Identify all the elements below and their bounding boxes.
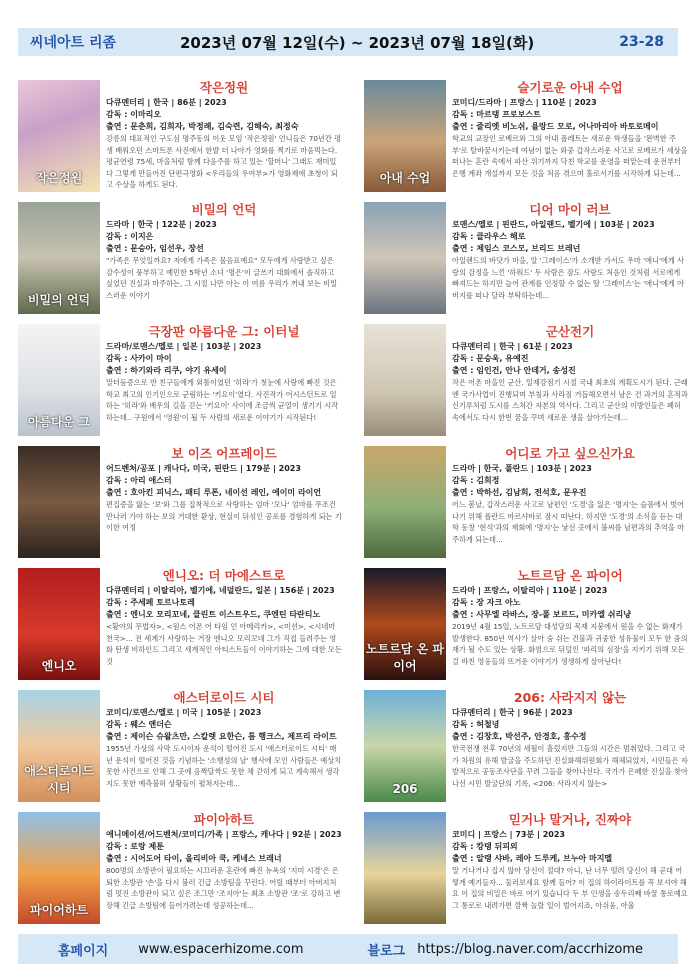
movie-director: 감독 : 장 자크 아노	[452, 598, 521, 607]
movie-entry	[364, 80, 688, 198]
movie-director: 감독 : 허철녕	[452, 720, 500, 729]
movie-info	[452, 812, 688, 911]
movie-synopsis: 편집증을 앓는 '보'와 그를 집착적으로 사랑하는 엄마 '모나' 엄마를 무조건 만나러 가야 하는 보의 거대한 환상, 현실이 뒤섞인 공포를 경험하게 되는 기이한 여정	[106, 500, 342, 532]
movie-meta: 다큐멘터리 | 이탈리아, 벨기에, 네덜란드, 일본 | 156분 | 2023	[106, 586, 335, 595]
movie-director: 감독 : 캉탱 뒤피외	[452, 842, 518, 851]
movie-synopsis: "가족은 무엇일까요? 저에게 가족은 물음표예요" 모두에게 사랑받고 싶은 감수성이 풍부하고 예민한 5학년 소녀 '명은'이 글쓰기 대회에서 솔직하고 싶었던 진실과 마주하는, 그 시절 나만 아는 이 여름 우리가 꺼내 보는 비밀스러운 이야기	[106, 256, 338, 300]
movie-meta: 애니메이션/어드벤처/코미디/가족 | 프랑스, 캐나다 | 92분 | 2023	[106, 830, 342, 839]
movie-director: 감독 : 문승욱, 유예진	[452, 354, 529, 363]
movie-info	[452, 568, 688, 667]
brand-name: 씨네아트 리좀	[30, 35, 117, 51]
movie-cast: 출연 : 엔니오 모리꼬네, 클린트 이스트우드, 쿠엔틴 타란티노	[106, 610, 321, 619]
movie-cast: 출연 : 줄리엣 비노쉬, 욜랑드 모로, 어나마리아 바토로메이	[452, 122, 659, 131]
movie-entry	[18, 446, 342, 564]
movie-title: 믿거나 말거나, 진짜야	[508, 812, 632, 827]
poster-title: 아름다운 그	[27, 415, 91, 429]
movie-entry	[364, 446, 688, 564]
movie-cast: 출연 : 하기와라 리쿠, 야기 유세이	[106, 366, 227, 375]
movie-poster	[18, 812, 100, 924]
movie-entry	[18, 80, 342, 198]
movie-title: 군산전기	[545, 324, 595, 339]
movie-info	[106, 80, 342, 189]
movie-entry	[18, 568, 342, 686]
poster-title: 작은정원	[35, 171, 83, 185]
header-bar	[18, 28, 678, 56]
movie-entry	[18, 324, 342, 442]
movie-synopsis: 아일랜드의 바닷가 마을, 알 '그레이스'가 소개받 가서도 우마 '애니'에게 사랑의 감정을 느낀 '하워드' 두 사람은 잠도 사랑도 처음인 것처럼 서로에게 빠져드는 하지만 늘어 관계를 인정할 수 없는 딸 '그레이스'는 '애니'에게 아버지를 떠나 달라 부탁하는데...	[452, 256, 685, 300]
movie-synopsis: <황야의 무법자>, <원스 어폰 어 타임 인 아메리카>, <미션>, <시네마 천국>... 전 세계가 사랑하는 거장 엔니오 모리꼬네 그가 직접 들려주는 영화 탄생 비하인드 그리고 세계적인 아티스트들이 이야기하는 그에 대한 모든 것	[106, 622, 342, 666]
movie-title: 디어 마이 러브	[529, 202, 611, 217]
movie-info	[452, 202, 688, 301]
issue-number: 23-28	[619, 34, 664, 50]
homepage-label: 홈페이지	[58, 943, 109, 959]
blog-link[interactable]: https://blog.naver.com/accrhizome	[417, 941, 643, 957]
movie-poster	[364, 80, 446, 192]
movie-info	[106, 324, 342, 423]
movie-info	[106, 812, 342, 911]
movie-poster	[18, 324, 100, 436]
movie-director: 감독 : 마르탱 프로보스트	[452, 110, 541, 119]
movie-synopsis: 800명의 소방관이 필요하는 시끄러운 혼란에 빠진 뉴욕의 '지미 시경'은 은퇴한 소방관 '손'을 다시 불러 긴급 소방팀을 꾸린다. 어릴 때부터 아버지처럼 멋진 소방관이 되고 싶은 조그만 '조지아'는 최초 소방관 '조'로 강하고 변장해 긴급 소방팀에 들어가려는데 성공하는데...	[106, 866, 341, 910]
poster-title: 엔니오	[41, 659, 77, 673]
movie-director: 감독 : 아리 애스터	[106, 476, 172, 485]
blog-label: 블로그	[367, 943, 406, 959]
movie-meta: 드라마 | 한국, 폴란드 | 103분 | 2023	[452, 464, 592, 473]
movie-meta: 로맨스/멜로 | 핀란드, 아일랜드, 벨기에 | 103분 | 2023	[452, 220, 655, 229]
movie-entry	[364, 690, 688, 808]
movie-cast: 출연 : 시어도어 타이, 올리비아 쿡, 케네스 브래너	[106, 854, 282, 863]
poster-title: 206	[392, 782, 418, 796]
movie-cast: 출연 : 문승아, 임선우, 장선	[106, 244, 204, 253]
movie-cast: 출연 : 박하선, 김남희, 전석호, 문우진	[452, 488, 587, 497]
movie-info	[106, 690, 342, 789]
movie-poster	[18, 446, 100, 558]
movie-poster	[364, 202, 446, 314]
movie-info	[452, 690, 688, 789]
movie-entry	[18, 202, 342, 320]
movie-synopsis: 강릉의 대표적인 구도심 명주동의 이웃 모임 '작은정원' 언니들은 70년간 평생 배워오던 스마트폰 사진에서 한발 더 나아가 영화를 찍기로 마음먹는다. 평균연령 75세, 마을처럼 함께 다음주를 하고 있는 '할머니' 그래도 재미있다 그렇게 만들어진 단편극영화 <우리들의 우여부>가 영화제에 초청이 되고 수상을 하게도 된다.	[106, 134, 342, 189]
movie-cast: 출연 : 제이슨 슈왈츠만, 스칼렛 요한슨, 톰 행크스, 제프리 라이트	[106, 732, 337, 741]
movie-director: 감독 : 이지은	[106, 232, 154, 241]
movie-meta: 드라마/로맨스/멜로 | 일본 | 103분 | 2023	[106, 342, 262, 351]
movie-title: 파이아하트	[193, 812, 255, 827]
movie-synopsis: 1955년 가상의 사막 도시이자 운석이 떨어진 도시 '애스터로이드 시티' 매년 운석이 떨어진 것을 기념하는 '소행성의 날' 행사에 모인 사람들은 예상치 못한 사건으로 인해 그 곳에 옴짝달싹도 못한 채 갇히게 되고 계속해서 생각지도 못한 예측불허 상황들이 펼쳐지는데...	[106, 744, 342, 788]
movie-cast: 출연 : 사무엘 라바스, 장-폴 보르드, 미카엘 쉬리냥	[452, 610, 631, 619]
movie-meta: 다큐멘터리 | 한국 | 86분 | 2023	[106, 98, 227, 107]
movie-synopsis: 한국전쟁 전후 70년의 세월이 흘렀지만 그들의 시간은 멈춰있다. 그리고 국가 차원의 유해 발굴을 주도하던 진실화해위원회가 해체되었지, 시민들은 자발적으로 공동조사단을 꾸려 그들을 찾아나선다. 국가가 은폐한 진실을 찾아 나선 시민 발굴단의 기록, <206: 사라지지 않는>	[452, 744, 688, 788]
footer-bar	[18, 934, 678, 964]
movie-director: 감독 : 로랑 제툰	[106, 842, 164, 851]
movie-synopsis: 작은 어촌 마을인 군산. 일제강점기 시절 국내 최초의 계획도시가 된다. 근래엔 국가사업이 진행되며 부침과 사라짐 거듭해오면서 남은 건 과거의 흔적과 신기루처럼 도시를 스쳐간 자본의 역사다. 그리고 군산의 이방인들은 폐허 속에서도 다시 한번 꿈을 꾸며 새로운 생을 살아가는데...	[452, 378, 688, 422]
movie-director: 감독 : 김희정	[452, 476, 500, 485]
movie-meta: 다큐멘터리 | 한국 | 96분 | 2023	[452, 708, 573, 717]
movie-title: 애스터로이드 시티	[173, 690, 275, 705]
movie-meta: 코미디/로맨스/멜로 | 미국 | 105분 | 2023	[106, 708, 262, 717]
movie-poster	[364, 568, 446, 680]
movie-meta: 어드벤처/공포 | 캐나다, 미국, 핀란드 | 179분 | 2023	[106, 464, 301, 473]
movie-director: 감독 : 주세페 토르나토레	[106, 598, 195, 607]
poster-title: 아내 수업	[379, 171, 431, 185]
movie-poster	[18, 568, 100, 680]
movie-director: 감독 : 웨스 앤더슨	[106, 720, 172, 729]
movie-cast: 출연 : 임인건, 안나 안데거, 송성진	[452, 366, 576, 375]
date-range: 2023년 07월 12일(수) ~ 2023년 07월 18일(화)	[180, 33, 535, 52]
movie-director: 감독 : 사카이 마이	[106, 354, 172, 363]
movie-entry	[364, 202, 688, 320]
movie-entry	[18, 812, 342, 930]
movie-meta: 코미디 | 프랑스 | 73분 | 2023	[452, 830, 565, 839]
movie-title: 어디로 가고 싶으신가요	[505, 446, 635, 461]
movie-info	[452, 80, 688, 179]
movie-title: 보 이즈 어프레이드	[171, 446, 277, 461]
movie-title: 작은정원	[199, 80, 249, 95]
movie-info	[106, 568, 342, 667]
movie-poster	[18, 80, 100, 192]
movie-title: 슬기로운 아내 수업	[517, 80, 623, 95]
movie-poster	[364, 812, 446, 924]
movie-poster	[364, 690, 446, 802]
movie-synopsis: 말 거나거나 집지 않아 당신이 절대? 아니, 난 너무 떨려 당신이 해 곧대 어떻게 예기들자... 둘러보세요 함께 들어? 이 집의 하이라이트를 꼭 보셔야 해요 이 집의 비밀은 바로 여기 있습니다 두 부 인생을 송두리째 바꿀 통로예요 그 통로로 내려가면 깜짝 놀랄 일이 벌어지죠, 아쉬움, 아울	[452, 866, 688, 910]
movie-director: 감독 : 이마리오	[106, 110, 162, 119]
poster-title: 비밀의 언덕	[27, 293, 91, 307]
poster-title: 노트르담 온 파이어	[366, 642, 444, 673]
poster-title: 파이어하트	[30, 903, 88, 917]
movie-entry	[364, 324, 688, 442]
movie-cast: 출연 : 알랭 샤바, 레아 드루케, 브누아 마지멜	[452, 854, 613, 863]
movie-poster	[364, 446, 446, 558]
movie-info	[106, 446, 342, 545]
movie-title: 엔니오: 더 마에스트로	[162, 568, 286, 583]
movie-entry	[364, 568, 688, 686]
movie-cast: 출연 : 문춘희, 김희자, 박정례, 김숙련, 김해숙, 최정숙	[106, 122, 299, 131]
movie-director: 감독 : 클라우스 해로	[452, 232, 526, 241]
movie-synopsis: 말더듬증으로 반 친구들에게 외톨이였던 '히라'가 첫눈에 사랑에 빠진 것은 학교 최고의 인기인으로 군림하는 '키요이'였다. 사진작가 어시스턴트로 일하는 '히라'와 배우의 길을 걷는 '키요이' 사이에 조금씩 균열이 생기기 시작하는데.. 구원에서 '영원'이 될 두 사람의 새로운 이야기가 시작된다!	[106, 378, 339, 422]
movie-info	[106, 202, 342, 301]
movie-synopsis: 어느 봄날, 갑작스러운 사고로 남편인 '도경'을 잃은 '명지'는 슬픔에서 벗어나기 위해 폴란드 바르샤바로 잠시 떠난다. 하지만 '도경'의 소식을 듣는 대학 동창 '현석'과의 재회에 '명지'는 낯선 곳에서 불씨를 남편과의 추억을 마주하게 되는데...	[452, 500, 685, 544]
homepage-link[interactable]: www.espacerhizome.com	[138, 941, 304, 957]
movie-meta: 다큐멘터리 | 한국 | 61분 | 2023	[452, 342, 573, 351]
movie-meta: 코미디/드라마 | 프랑스 | 110분 | 2023	[452, 98, 597, 107]
movie-title: 극장판 아름다운 그: 이터널	[148, 324, 300, 339]
movie-title: 노트르담 온 파이어	[517, 568, 623, 583]
movie-cast: 출연 : 제임스 코스모, 브리드 브레넌	[452, 244, 581, 253]
movie-entry	[364, 812, 688, 930]
movie-synopsis: 2019년 4월 15일, 노트르담 대성당의 목재 지붕에서 원을 수 없는 화재가 발생한다. 850년 역사가 살아 숨 쉬는 건물과 귀중한 성유물이 모두 한 줌의 재가 될 수도 있는 상황. 화염으로 뒤덮인 '파리의 심장'을 지키기 위해 모든 걸 바친 영웅들의 뜨거운 이야기가 생생하게 살아난다!	[452, 622, 688, 666]
movie-poster	[18, 202, 100, 314]
movie-info	[452, 446, 688, 545]
movie-cast: 출연 : 김창호, 박선주, 안경호, 홍수정	[452, 732, 587, 741]
movie-meta: 드라마 | 한국 | 122분 | 2023	[106, 220, 217, 229]
movie-synopsis: 학교의 교장인 로베르와 그의 아내 폴레트는 새로운 학생들을 '완벽한 주부'로 탈바꿈시키는데 여념이 없는 와중 갑작스러운 사고로 로베르가 세상을 떠나는 혼란 속에서 파산 위기까지 닥친 학교를 운영을 떠맡는데 운전부터 은행 계좌 개설까지 모든 것을 처음 겪으며 홀로서기를 시작하게 되는데...	[452, 134, 688, 178]
movie-title: 비밀의 언덕	[191, 202, 257, 217]
movie-entry	[18, 690, 342, 808]
movie-info	[452, 324, 688, 423]
movie-title: 206: 사라지지 않는	[513, 690, 627, 705]
movie-cast: 출연 : 호아킨 피닉스, 패티 루폰, 네이선 레인, 에이미 라이언	[106, 488, 322, 497]
movie-poster	[364, 324, 446, 436]
poster-title: 애스터로이드 시티	[24, 764, 94, 795]
movie-poster	[18, 690, 100, 802]
movie-meta: 드라마 | 프랑스, 이탈리아 | 110분 | 2023	[452, 586, 608, 595]
